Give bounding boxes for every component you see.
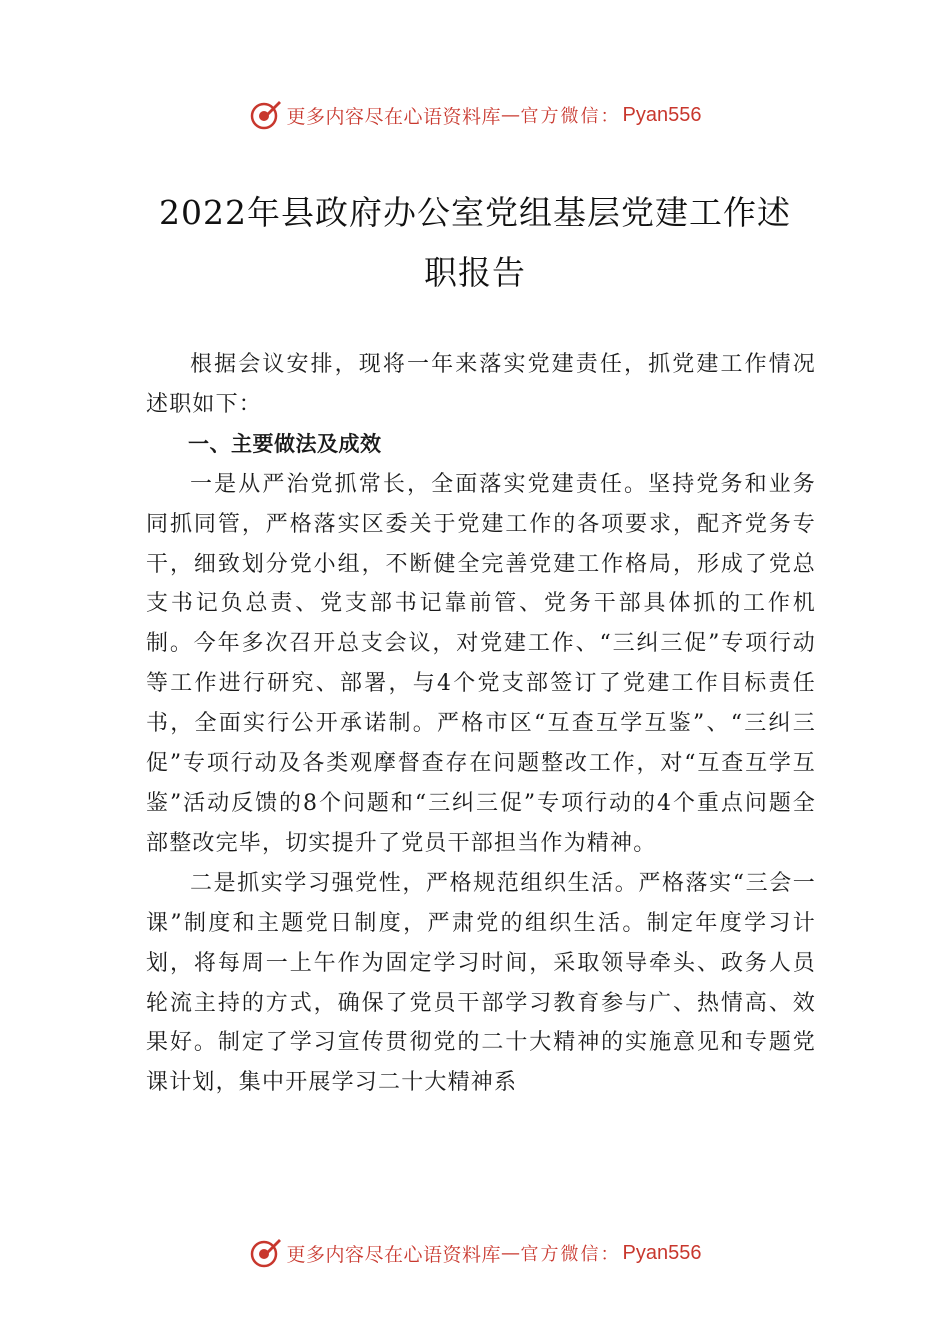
watermark-dash: — (501, 104, 521, 126)
watermark-wechat-label: 官方微信： (520, 106, 621, 127)
watermark-text: 更多内容尽在心语资料库 (286, 1243, 502, 1266)
watermark-dash: — (501, 1242, 521, 1264)
title-line-1: 2022年县政府办公室党组基层党建工作述 (159, 193, 791, 232)
watermark-banner-top (0, 95, 950, 135)
watermark-banner-bottom (0, 1233, 950, 1273)
title-line-2: 职报告 (424, 253, 526, 292)
watermark-text: 更多内容尽在心语资料库 (286, 105, 502, 128)
intro-paragraph: 根据会议安排，现将一年来落实党建责任，抓党建工作情况述职如下： (146, 352, 816, 417)
pen-logo-icon (249, 98, 283, 132)
watermark-wechat-label: 官方微信： (520, 1244, 621, 1265)
document-body (146, 345, 816, 1103)
pen-logo-icon (249, 1236, 283, 1270)
body-paragraph-1: 一是从严治党抓常长，全面落实党建责任。坚持党务和业务同抓同管，严格落实区委关于党建工作的各项要求，配齐党务专干，细致划分党小组，不断健全完善党建工作格局，形成了党总支书记负总责、党支部书记靠前管、党务干部具体抓的工作机制。今年多次召开总支会议，对党建工作、“三纠三促”专项行动等工作进行研究、部署，与4个党支部签订了党建工作目标责任书，全面实行公开承诺制。严格市区“互查互学互鉴”、“三纠三促”专项行动及各类观摩督查存在问题整改工作，对“互查互学互鉴”活动反馈的8个问题和“三纠三促”专项行动的4个重点问题全部整改完毕，切实提升了党员干部担当作为精神。 (146, 471, 816, 856)
section-heading: 一、主要做法及成效 (188, 431, 382, 456)
document-title (140, 183, 810, 303)
body-paragraph-2: 二是抓实学习强党性，严格规范组织生活。严格落实“三会一课”制度和主题党日制度，严肃党的组织生活。制定年度学习计划，将每周一上午作为固定学习时间，采取领导牵头、政务人员轮流主持的方式，确保了党员干部学习教育参与广、热情高、效果好。制定了学习宣传贯彻党的二十大精神的实施意见和专题党课计划，集中开展学习二十大精神系 (146, 870, 816, 1096)
watermark-wechat-id: Pyan556 (622, 103, 702, 126)
watermark-wechat-id: Pyan556 (622, 1241, 702, 1264)
